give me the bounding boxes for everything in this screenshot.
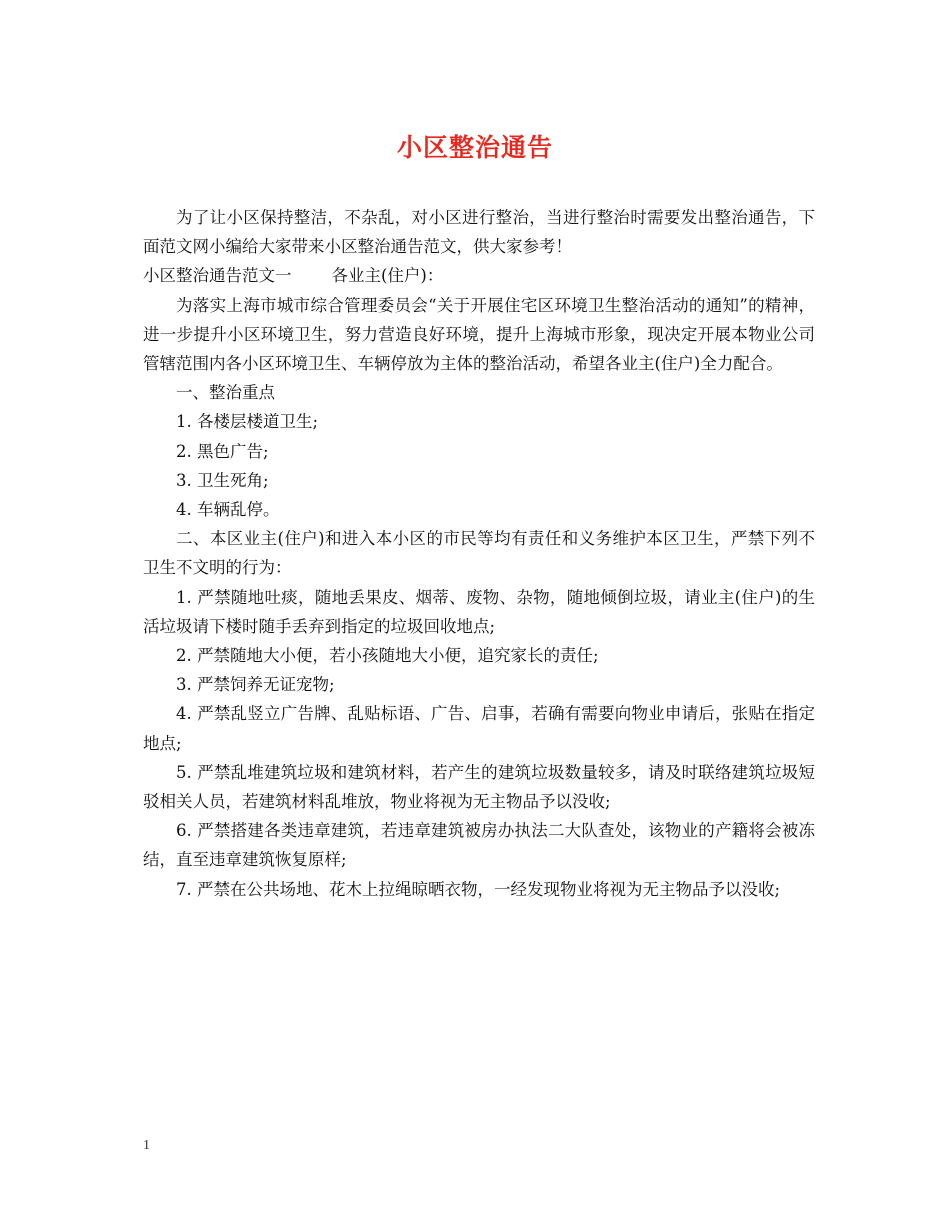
list-item: 1. 严禁随地吐痰，随地丢果皮、烟蒂、废物、杂物，随地倾倒垃圾，请业主(住户)的生活垃圾请下楼时随手丢弃到指定的垃圾回收地点; bbox=[143, 587, 815, 636]
document-body bbox=[143, 203, 815, 904]
list-item: 6. 严禁搭建各类违章建筑，若违章建筑被房办执法二大队查处，该物业的产籍将会被冻结，直至违章建筑恢复原样; bbox=[143, 821, 815, 870]
list-item: 4. 车辆乱停。 bbox=[176, 500, 280, 520]
list-item: 2. 黑色广告; bbox=[176, 441, 269, 461]
document-title: 小区整治通告 bbox=[396, 133, 553, 162]
section-heading-2: 二、本区业主(住户)和进入本小区的市民等均有责任和义务维护本区卫生，严禁下列不卫生不文明的行为： bbox=[143, 529, 815, 578]
sample-label: 小区整治通告范文一 bbox=[143, 266, 292, 286]
list-item: 5. 严禁乱堆建筑垃圾和建筑材料，若产生的建筑垃圾数量较多，请及时联络建筑垃圾短驳相关人员，若建筑材料乱堆放，物业将视为无主物品予以没收; bbox=[143, 762, 815, 812]
salutation: 各业主(住户)： bbox=[331, 266, 444, 286]
list-item: 7. 严禁在公共场地、花木上拉绳晾晒衣物，一经发现物业将视为无主物品予以没收; bbox=[176, 879, 781, 899]
list-item: 3. 卫生死角; bbox=[176, 470, 269, 490]
intro-paragraph: 为了让小区保持整洁，不杂乱，对小区进行整治，当进行整治时需要发出整治通告，下面范文网小编给大家带来小区整治通告范文，供大家参考！ bbox=[143, 208, 815, 257]
list-item: 3. 严禁饲养无证宠物; bbox=[176, 675, 335, 695]
list-item: 1. 各楼层楼道卫生; bbox=[176, 412, 319, 432]
sample-line bbox=[143, 261, 815, 290]
list-item: 4. 严禁乱竖立广告牌、乱贴标语、广告、启事，若确有需要向物业申请后，张贴在指定地点; bbox=[143, 704, 815, 753]
main-paragraph: 为落实上海市城市综合管理委员会“关于开展住宅区环境卫生整治活动的通知”的精神，进一步提升小区环境卫生，努力营造良好环境，提升上海城市形象，现决定开展本物业公司管辖范围内各小区环境卫生、车辆停放为主体的整治活动，希望各业主(住户)全力配合。 bbox=[143, 295, 815, 374]
list-item: 2. 严禁随地大小便，若小孩随地大小便，追究家长的责任; bbox=[176, 646, 599, 666]
section-heading-1: 一、整治重点 bbox=[176, 383, 275, 403]
page-number: 1 bbox=[143, 1138, 150, 1153]
